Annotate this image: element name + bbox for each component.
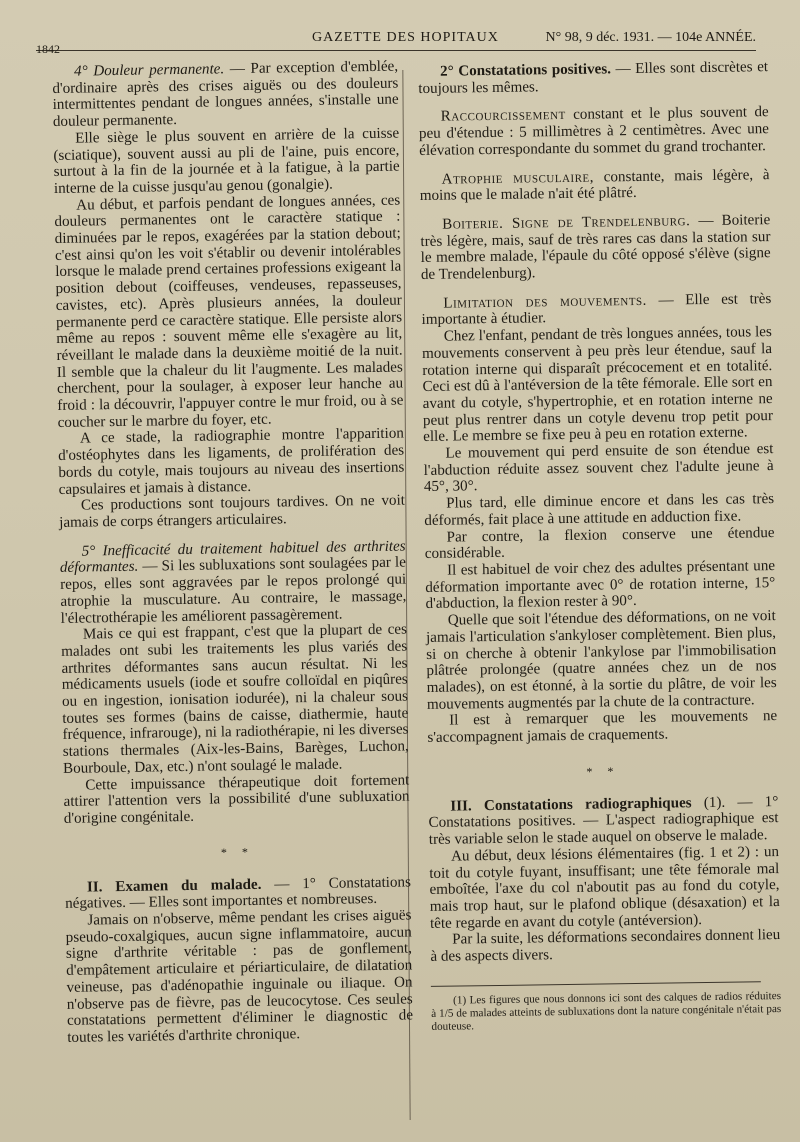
paragraph-text: — Elles sont discrètes et toujours les mêmes.	[418, 59, 769, 97]
paragraph: Chez l'enfant, pendant de très longues années, tous les mouvements conservent à peu près leur étendue, sauf la rotation interne qui disparaît précocement et en totalité. Ceci est dû à l'antéversion de la tête fémorale. Elle sort en avant du cotyle, s'hypertrophie, et en rotation interne ne peut plus rentrer dans un cotyle devenu trop petit pour elle. Le membre se fixe peu à peu en rotation externe.	[421, 324, 774, 446]
paragraph-text: constant et le plus souvent de peu d'étendue : 5 millimètres à 2 centimètres. Avec une élévation correspondante du sommet du grand trochanter.	[418, 104, 770, 159]
paragraph	[60, 538, 407, 627]
paragraph: Plus tard, elle diminue encore et dans les cas très déformés, fait place à une attitude en adduction fixe.	[424, 491, 775, 529]
footnote: (1) Les figures que nous donnons ici sont des calques de radios réduites à 1/5 de malades atteints de subluxations dont la nature congénitale n'était pas douteuse.	[431, 989, 782, 1034]
subheading: Raccourcissement	[440, 107, 566, 126]
section-heading: 5° Inefficacité du traitement habituel des arthrites déformantes.	[59, 538, 406, 577]
paragraph: Par la suite, les déformations secondaires donnent lieu à des aspects divers.	[430, 927, 781, 965]
paragraph	[420, 167, 770, 205]
paragraph: Ces productions sont toujours tardives. On ne voit jamais de corps étrangers articulaires.	[59, 492, 406, 531]
paragraph: Quelle que soit l'étendue des déformations, on ne voit jamais l'articulation s'ankyloser complètement. Bien plus, si on cherche à obtenir l'ankylose par l'immobilisation plâtrée prolongée (quatre années chez un de nos malades), on est étonné, à la sortie du plâtre, de voir les mouvements augmentés par la chute de la contracture.	[425, 608, 777, 713]
paragraph: Par contre, la flexion conserve une étendue considérable.	[424, 524, 775, 563]
running-header	[36, 28, 756, 56]
paragraph	[421, 291, 771, 329]
subheading: Limitation des mouvements.	[443, 292, 647, 312]
paragraph	[418, 59, 768, 97]
subheading: Atrophie musculaire,	[441, 169, 595, 188]
paragraph-text: — Si les subluxations sont soulagées par le repos, elles sont aggravées par le repos prolongé qui atrophie la musculature. Au contraire, le massage, l'électrothérapie les améliorent passagèrement.	[60, 554, 407, 627]
section-separator: * *	[220, 844, 255, 860]
paragraph: Le mouvement qui perd ensuite de son étendue est l'abduction réduite assez souvent chez l'adulte jeune à 45°, 30°.	[423, 441, 774, 496]
paragraph-text: — Par exception d'emblée, d'ordinaire après des crises aiguës ou des douleurs intermittentes pendant de longues années, s'installe une douleur permanente.	[52, 58, 399, 131]
section-heading: 2° Constatations positives.	[439, 61, 612, 80]
footnote-rule	[431, 981, 761, 987]
paragraph: Au début, et parfois pendant de longues années, ces douleurs permanentes ont le caractère statique : diminuées par le repos, exagérées par la station debout; c'est ainsi qu'on les voit s'établir ou devenir intolérables lorsque le malade prend certaines professions exigeant la position debout (coiffeuses, vendeuses, repasseuses, cavistes, etc). Après plusieurs années, la douleur permanente perd ce caractère statique. Elle persiste alors même au repos : souvent même elle s'exagère au lit, réveillant le malade dans la deuxième moitié de la nuit. Il semble que la chaleur du lit l'augmente. Les malades cherchent, pour la soulager, à exposer leur hanche au froid : la découvrir, l'appuyer contre le mur froid, ou à se coucher sur le marbre du foyer, etc.	[54, 192, 404, 431]
section-heading: II. Examen du malade.	[86, 876, 262, 896]
right-column	[418, 59, 782, 1034]
section-heading: III. Constatations radiographiques	[450, 794, 692, 815]
subheading: Boiterie. Signe de Trendelenburg.	[442, 213, 691, 233]
paragraph	[419, 105, 770, 160]
issue-info: N° 98, 9 déc. 1931. — 104e ANNÉE.	[545, 30, 756, 45]
page-number: 1842	[36, 42, 60, 56]
left-column	[52, 59, 413, 1047]
section-heading: 4° Douleur permanente.	[73, 61, 225, 80]
paragraph-text: constante, mais légère, à moins que le malade n'ait été plâtré.	[419, 166, 770, 205]
paragraph-text: (1). — 1° Constatations positives. — L'aspect radiographique est très variable selon le stade auquel on observe le malade.	[428, 793, 779, 849]
paragraph	[420, 212, 771, 284]
paragraph: Cette impuissance thérapeutique doit fortement attirer l'attention vers la possibilité d'une subluxation d'origine congénitale.	[63, 772, 410, 827]
section-separator: * *	[586, 763, 620, 779]
paragraph: Il est habituel de voir chez des adultes présentant une déformation importante avec 0° de rotation interne, 15° d'abduction, la flexion rester à 90°.	[425, 558, 776, 613]
journal-title: GAZETTE DES HOPITAUX	[312, 30, 499, 45]
paragraph: Jamais on n'observe, même pendant les crises aiguës pseudo-coxalgiques, aucun signe inflammatoire, aucun signe d'arthrite véritable : pas de gonflement, d'empâtement articulaire et périarticulaire, de dilatation veineuse, pas d'adénopathie inguinale ou iliaque. On n'observe pas de fièvre, pas de leucocytose. Ces seules constatations permettent d'éliminer le diagnostic de toutes les variétés d'arthrite chronique.	[65, 907, 414, 1046]
paragraph: Au début, deux lésions élémentaires (fig. 1 et 2) : un toit du cotyle fuyant, insuffisant; une tête fémorale mal emboîtée, l'axe du col n'aboutit pas au fond du cotyle, mais trop haut, sur le plafond oblique (désaxation) et la tête regarde en avant du cotyle (antéversion).	[429, 843, 780, 932]
paragraph: Elle siège le plus souvent en arrière de la cuisse (sciatique), souvent aussi au pli de l'aine, puis encore, surtout à la fin de la journée et à la fatigue, à la partie interne de la cuisse jusqu'au genou (gonalgie).	[53, 125, 400, 197]
paragraph-text: — Elle est très importante à étudier.	[421, 290, 772, 329]
paragraph: A ce stade, la radiographie montre l'apparition d'ostéophytes dans les ligaments, de prolifération des bords du cotyle, mais toujours au niveau des insertions capsulaires et jamais à distance.	[58, 425, 405, 498]
paragraph	[52, 59, 399, 131]
paragraph: Il est à remarquer que les mouvements ne s'accompagnent jamais de craquements.	[427, 708, 778, 746]
paragraph	[65, 874, 411, 913]
paragraph: Mais ce qui est frappant, c'est que la plupart de ces malades ont subi les traitements les plus variés des arthrites déformantes sans aucun résultat. Ni les médicaments usuels (iode et soufre colloïdal en piqûres ou en ingestion, ionisation iodurée), ni la chaleur sous toutes ses formes (bains de caisse, diathermie, haute fréquence, infrarouge), ni la radiothérapie, ni les diverses stations thermales (Aix-les-Bains, Barèges, Luchon, Bourboule, Dax, etc.) n'ont soulagé le malade.	[61, 621, 409, 777]
paragraph-text: — Boiterie très légère, mais, sauf de très rares cas dans la station sur le membre malade, l'épaule du côté opposé s'élève (signe de Trendelenburg).	[420, 212, 771, 284]
paragraph-text: — 1° Constatations négatives. — Elles sont importantes et nombreuses.	[65, 874, 412, 913]
paragraph	[428, 794, 779, 849]
